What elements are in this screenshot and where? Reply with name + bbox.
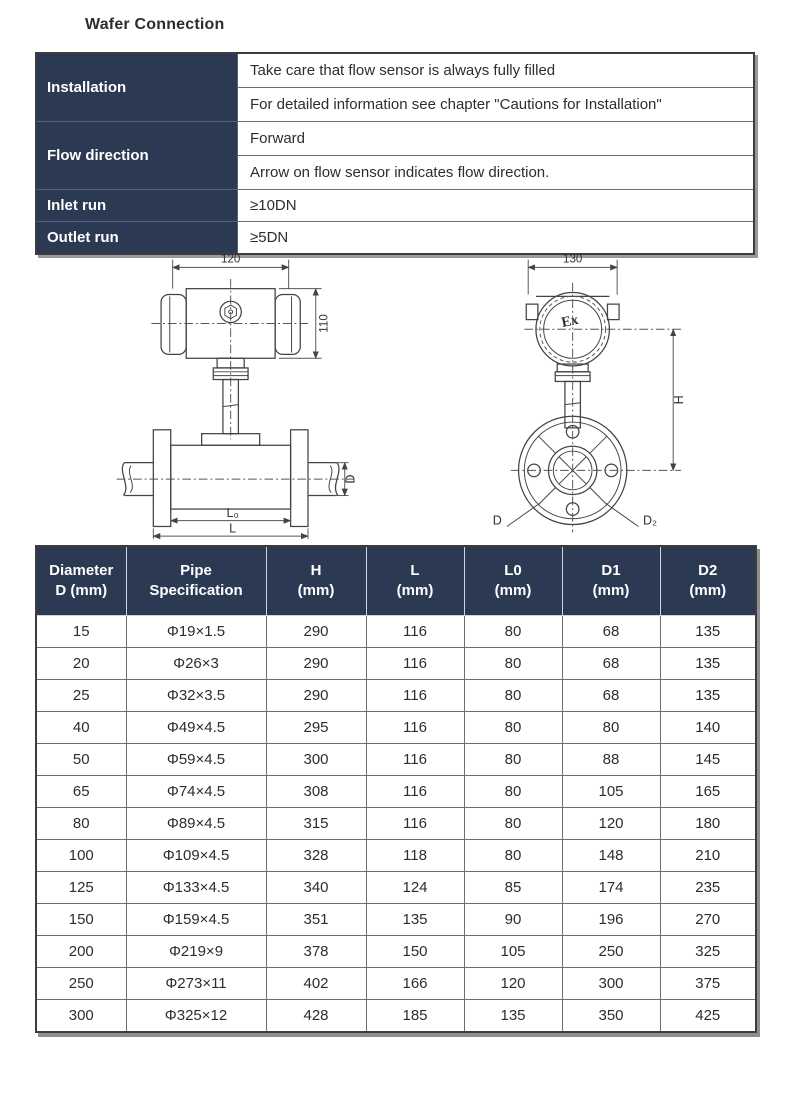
spec-table-cell: 135: [366, 904, 464, 936]
label-flange-d2: D₂: [643, 513, 657, 528]
spec-table-cell: 80: [464, 616, 562, 648]
spec-table-cell: 300: [36, 1000, 126, 1033]
spec-table-cell: 428: [266, 1000, 366, 1033]
spec-table-cell: 328: [266, 840, 366, 872]
spec-table-cell: 174: [562, 872, 660, 904]
info-label-installation: Installation: [36, 53, 238, 122]
spec-table-cell: 145: [660, 744, 756, 776]
spec-table-row: [36, 968, 756, 1000]
spec-table-cell: 425: [660, 1000, 756, 1033]
spec-table-cell: 295: [266, 712, 366, 744]
spec-table-cell: 135: [660, 616, 756, 648]
spec-table-cell: 85: [464, 872, 562, 904]
spec-table-cell: 165: [660, 776, 756, 808]
spec-table-cell: 250: [36, 968, 126, 1000]
spec-table-cell: 90: [464, 904, 562, 936]
dim-130: 130: [562, 252, 583, 266]
spec-table-cell: 116: [366, 712, 464, 744]
spec-table-cell: 116: [366, 680, 464, 712]
spec-table-cell: 116: [366, 744, 464, 776]
side-view-diagram: [113, 250, 358, 540]
label-pipe-diameter: D: [343, 474, 358, 484]
spec-table-cell: 68: [562, 648, 660, 680]
spec-table-body: [36, 616, 756, 1033]
spec-table-cell: 300: [562, 968, 660, 1000]
col-header-h: [266, 546, 366, 616]
spec-table-cell: 80: [464, 744, 562, 776]
spec-table-cell: 340: [266, 872, 366, 904]
spec-table-cell: 210: [660, 840, 756, 872]
col-header-line: Diameter: [49, 561, 114, 579]
spec-table-cell: 150: [36, 904, 126, 936]
col-header-line: L: [410, 561, 420, 579]
spec-table-row: [36, 776, 756, 808]
spec-table-row: [36, 744, 756, 776]
spec-table-cell: 100: [36, 840, 126, 872]
spec-table-cell: 300: [266, 744, 366, 776]
col-header-line: (mm): [689, 582, 727, 599]
spec-table-cell: 200: [36, 936, 126, 968]
spec-table-cell: 116: [366, 776, 464, 808]
label-flange-d: D: [492, 513, 502, 528]
spec-table-cell: 270: [660, 904, 756, 936]
spec-table-cell: 80: [562, 712, 660, 744]
spec-table-cell: Φ159×4.5: [126, 904, 266, 936]
spec-table-row: [36, 712, 756, 744]
dim-120: 120: [220, 252, 241, 266]
spec-table-cell: 166: [366, 968, 464, 1000]
col-header-line: (mm): [494, 582, 532, 599]
spec-table-row: [36, 904, 756, 936]
spec-table-row: [36, 808, 756, 840]
spec-table-cell: 148: [562, 840, 660, 872]
spec-table-cell: Φ19×1.5: [126, 616, 266, 648]
col-header-line: Specification: [149, 582, 243, 599]
col-header-line: D (mm): [55, 582, 108, 599]
info-value: Arrow on flow sensor indicates flow direction.: [238, 156, 755, 190]
spec-table-cell: 125: [36, 872, 126, 904]
spec-table-cell: Φ325×12: [126, 1000, 266, 1033]
spec-table-row: [36, 936, 756, 968]
spec-table-cell: 250: [562, 936, 660, 968]
col-header-d2: [660, 546, 756, 616]
spec-table-cell: 118: [366, 840, 464, 872]
spec-table-cell: 40: [36, 712, 126, 744]
col-header-pipe-spec: [126, 546, 266, 616]
spec-table-cell: 351: [266, 904, 366, 936]
spec-table-cell: 290: [266, 616, 366, 648]
spec-table-cell: 140: [660, 712, 756, 744]
spec-table-cell: 185: [366, 1000, 464, 1033]
col-header-diameter: [36, 546, 126, 616]
spec-table-cell: 120: [464, 968, 562, 1000]
spec-table-row: [36, 616, 756, 648]
spec-table-cell: 88: [562, 744, 660, 776]
spec-table-cell: 350: [562, 1000, 660, 1033]
spec-table-cell: 402: [266, 968, 366, 1000]
col-header-d1: [562, 546, 660, 616]
spec-table-cell: Φ219×9: [126, 936, 266, 968]
spec-table-cell: 235: [660, 872, 756, 904]
spec-table-cell: 135: [464, 1000, 562, 1033]
front-view-diagram: [455, 250, 700, 540]
col-header-line: D2: [698, 561, 718, 579]
col-header-line: (mm): [592, 582, 630, 599]
col-header-line: D1: [601, 561, 621, 579]
spec-table-cell: 80: [464, 680, 562, 712]
col-header-line: Pipe: [180, 561, 212, 579]
spec-table-cell: 196: [562, 904, 660, 936]
col-header-l: [366, 546, 464, 616]
spec-table-cell: Φ59×4.5: [126, 744, 266, 776]
spec-table-cell: 116: [366, 648, 464, 680]
spec-table-cell: 290: [266, 648, 366, 680]
info-label-outlet-run: Outlet run: [36, 222, 238, 255]
spec-table-cell: 375: [660, 968, 756, 1000]
info-label-flow-direction: Flow direction: [36, 122, 238, 190]
spec-table-cell: 80: [464, 648, 562, 680]
spec-table-cell: 80: [464, 712, 562, 744]
spec-table-cell: 325: [660, 936, 756, 968]
page-title: Wafer Connection: [85, 16, 225, 33]
spec-table-row: [36, 680, 756, 712]
spec-table-cell: 68: [562, 616, 660, 648]
spec-table-cell: 116: [366, 616, 464, 648]
label-overall-length: L: [229, 521, 237, 536]
spec-table-cell: 135: [660, 680, 756, 712]
col-header-line: (mm): [297, 582, 335, 599]
info-value: ≥10DN: [238, 190, 755, 222]
spec-table-row: [36, 1000, 756, 1033]
spec-table-cell: Φ109×4.5: [126, 840, 266, 872]
col-header-l0: [464, 546, 562, 616]
spec-table-row: [36, 840, 756, 872]
spec-table-cell: Φ273×11: [126, 968, 266, 1000]
spec-table-cell: Φ26×3: [126, 648, 266, 680]
spec-table-cell: 105: [562, 776, 660, 808]
spec-table-cell: 124: [366, 872, 464, 904]
col-header-line: (mm): [396, 582, 434, 599]
dimension-spec-table: [35, 545, 757, 1033]
side-view-drawing: [113, 250, 358, 540]
front-view-drawing: [455, 250, 700, 540]
spec-table-cell: 80: [464, 840, 562, 872]
dim-110: 110: [317, 314, 331, 333]
spec-table-cell: 135: [660, 648, 756, 680]
spec-table-cell: 50: [36, 744, 126, 776]
spec-table-cell: 290: [266, 680, 366, 712]
info-label-inlet-run: Inlet run: [36, 190, 238, 222]
spec-table-cell: 20: [36, 648, 126, 680]
spec-table-cell: 105: [464, 936, 562, 968]
info-value: ≥5DN: [238, 222, 755, 255]
spec-table-cell: 378: [266, 936, 366, 968]
spec-table-cell: 80: [464, 808, 562, 840]
installation-info-table: [35, 52, 755, 255]
spec-table-cell: 65: [36, 776, 126, 808]
spec-table-cell: Φ49×4.5: [126, 712, 266, 744]
col-header-line: L0: [504, 561, 522, 579]
spec-table-cell: 180: [660, 808, 756, 840]
label-inner-length: L₀: [226, 505, 239, 520]
spec-table-cell: Φ32×3.5: [126, 680, 266, 712]
ex-marking: Ex: [559, 311, 580, 332]
spec-table-cell: 150: [366, 936, 464, 968]
spec-table-cell: 80: [36, 808, 126, 840]
spec-header-row: [36, 546, 756, 616]
spec-table-cell: 68: [562, 680, 660, 712]
label-height: H: [671, 395, 686, 405]
info-value: Take care that flow sensor is always fully filled: [238, 53, 755, 88]
spec-table-row: [36, 872, 756, 904]
spec-table-cell: 116: [366, 808, 464, 840]
spec-table-row: [36, 648, 756, 680]
col-header-line: H: [310, 561, 322, 579]
spec-table-cell: Φ74×4.5: [126, 776, 266, 808]
spec-table-cell: 80: [464, 776, 562, 808]
info-value: For detailed information see chapter "Cautions for Installation": [238, 88, 755, 122]
spec-table-cell: 315: [266, 808, 366, 840]
spec-table-cell: 308: [266, 776, 366, 808]
spec-table-cell: 120: [562, 808, 660, 840]
spec-table-cell: 25: [36, 680, 126, 712]
spec-table-cell: Φ133×4.5: [126, 872, 266, 904]
spec-table-cell: 15: [36, 616, 126, 648]
info-value: Forward: [238, 122, 755, 156]
spec-table-cell: Φ89×4.5: [126, 808, 266, 840]
